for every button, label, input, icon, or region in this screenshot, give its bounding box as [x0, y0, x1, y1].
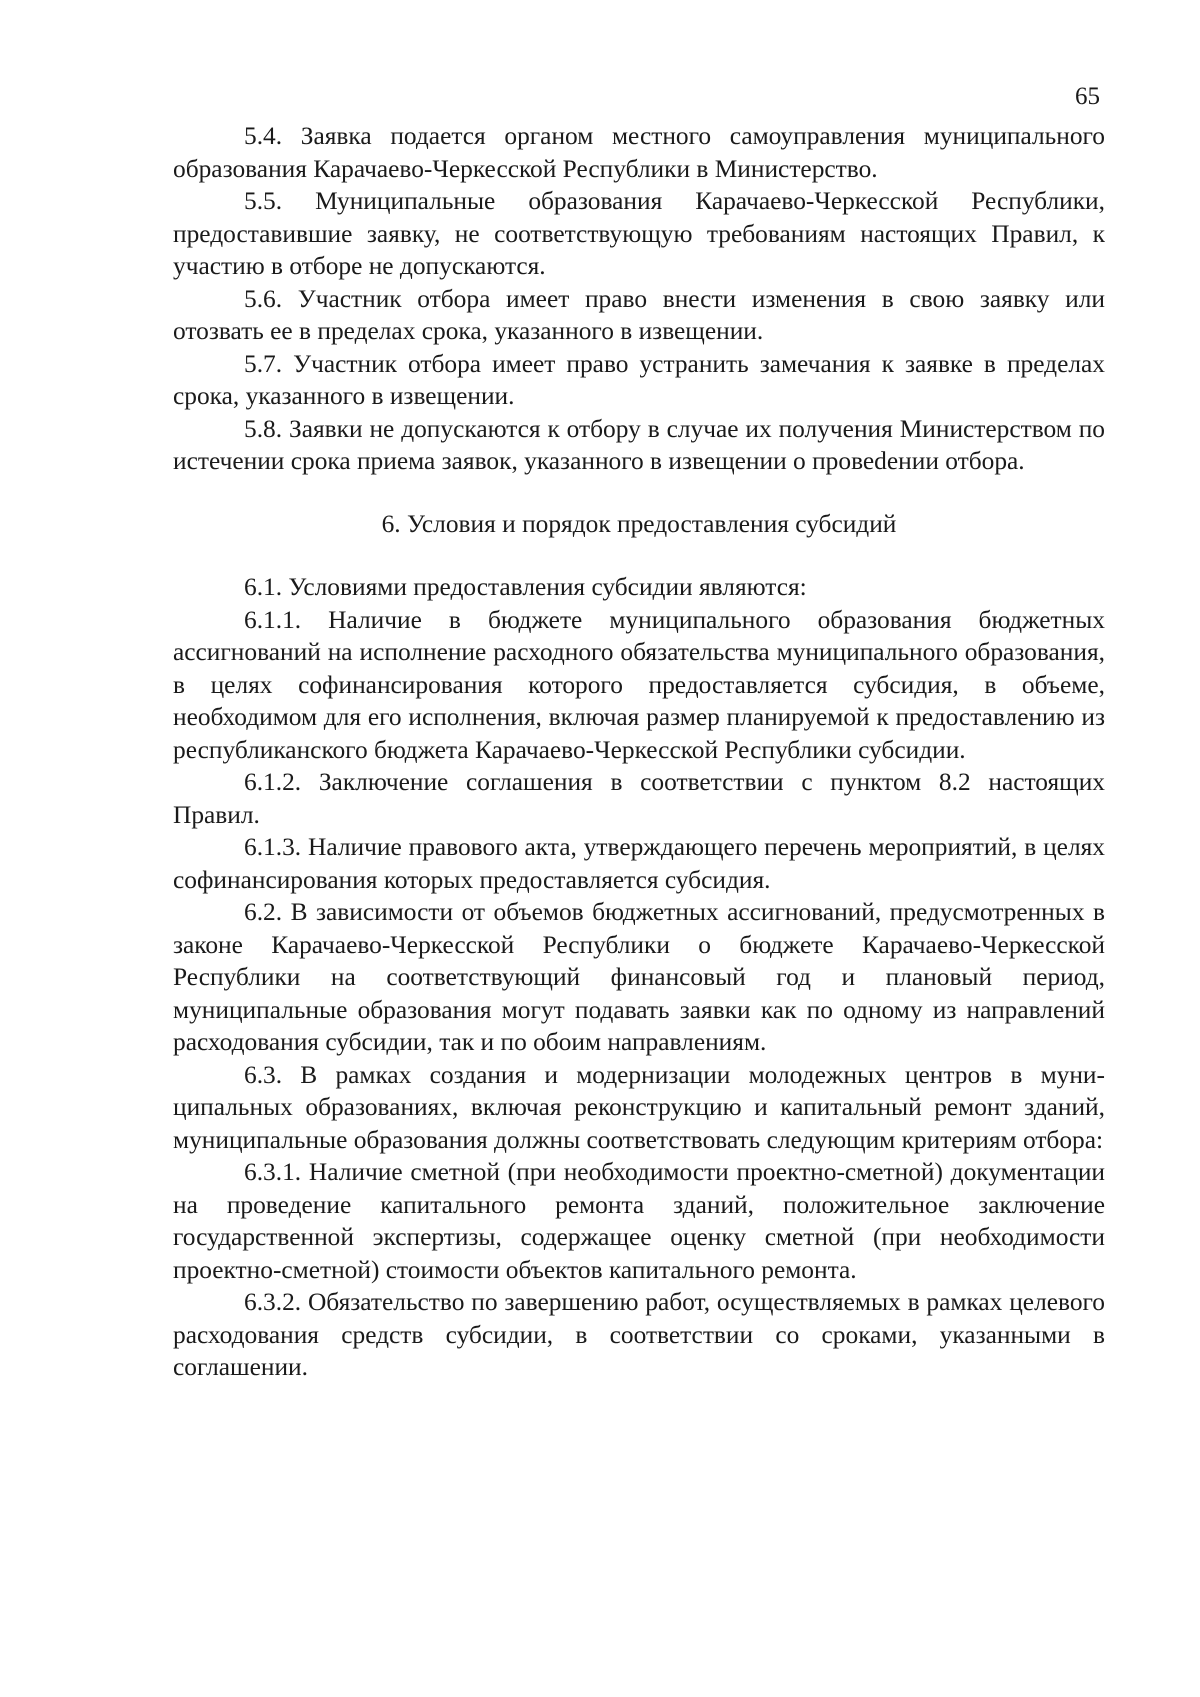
- paragraph-5-5: 5.5. Муниципальные образования Карачаево-Черкесской Республики, предоставившие заявку, не соответствующую требованиям настоящих Правил, к участию в отборе не допускаются.: [173, 187, 1105, 280]
- paragraph-6-3-2: 6.3.2. Обязательство по завершению работ, осуществляемых в рамках целевого расходования средств субсидии, в соответствии со сроками, указанными в соглашении.: [173, 1288, 1105, 1381]
- paragraph-6-1: 6.1. Условиями предоставления субсидии являются:: [244, 573, 807, 601]
- paragraph-5-4: 5.4. Заявка подается органом местного самоуправления муниципального образования Карачаево-Черкесской Республики в Министерство.: [173, 122, 1105, 183]
- paragraph-6-1-3: 6.1.3. Наличие правового акта, утверждающего перечень мероприятий, в целях софинансирования которых предоставляется субсидия.: [173, 833, 1105, 894]
- paragraph-6-3: 6.3. В рамках создания и модернизации молодежных центров в муниципальных образованиях, включая реконструкцию и капитальный ремонт зданий, муниципальные образования должны соответствовать следующим критериям отбора:: [173, 1060, 1105, 1154]
- document-body: [173, 120, 1105, 1384]
- paragraph-6-1-1: 6.1.1. Наличие в бюджете муниципального образования бюджетных ассигнований на исполнение расходного обязательства муниципального образования, в целях софинансирования которого предоставляется субсидия, в объеме, необходимом для его исполнения, включая размер планируемой к предоставлению из республиканского бюджета Карачаево-Черкесской Республики субсидии.: [173, 605, 1105, 764]
- page-number: 65: [1075, 83, 1100, 110]
- paragraph-5-7: 5.7. Участник отбора имеет право устранить замечания к заявке в пределах срока, указанного в извещении.: [173, 349, 1105, 410]
- section-heading: 6. Условия и порядок предоставления субсидий: [381, 509, 897, 538]
- paragraph-6-3-1: 6.3.1. Наличие сметной (при необходимости проектно-сметной) документации на проведение капитального ремонта зданий, положительное заключение государственной экспертизы, содержащее оценку сметной (при необходимости проектно-сметной) стоимости объектов капитального ремонта.: [173, 1158, 1105, 1284]
- paragraph-5-6: 5.6. Участник отбора имеет право внести изменения в свою заявку или отозвать ее в пределах срока, указанного в извещении.: [173, 284, 1105, 345]
- paragraph-6-1-2: 6.1.2. Заключение соглашения в соответствии с пунктом 8.2 настоящих Правил.: [173, 768, 1105, 829]
- paragraph-6-2: 6.2. В зависимости от объемов бюджетных ассигнований, предусмотренных в законе Карачаево-Черкесской Республики о бюджете Карачаево-Черкесской Республики на соответствующий финансовый год и плановый период, муниципальные образования могут подавать заявки как по одному из направлений расходования субсидии, так и по обоим направлениям.: [173, 898, 1105, 1056]
- paragraph-5-8: 5.8. Заявки не допускаются к отбору в случае их получения Министерством по истечении срока приема заявок, указанного в извещении о провеdении отбора.: [173, 414, 1105, 475]
